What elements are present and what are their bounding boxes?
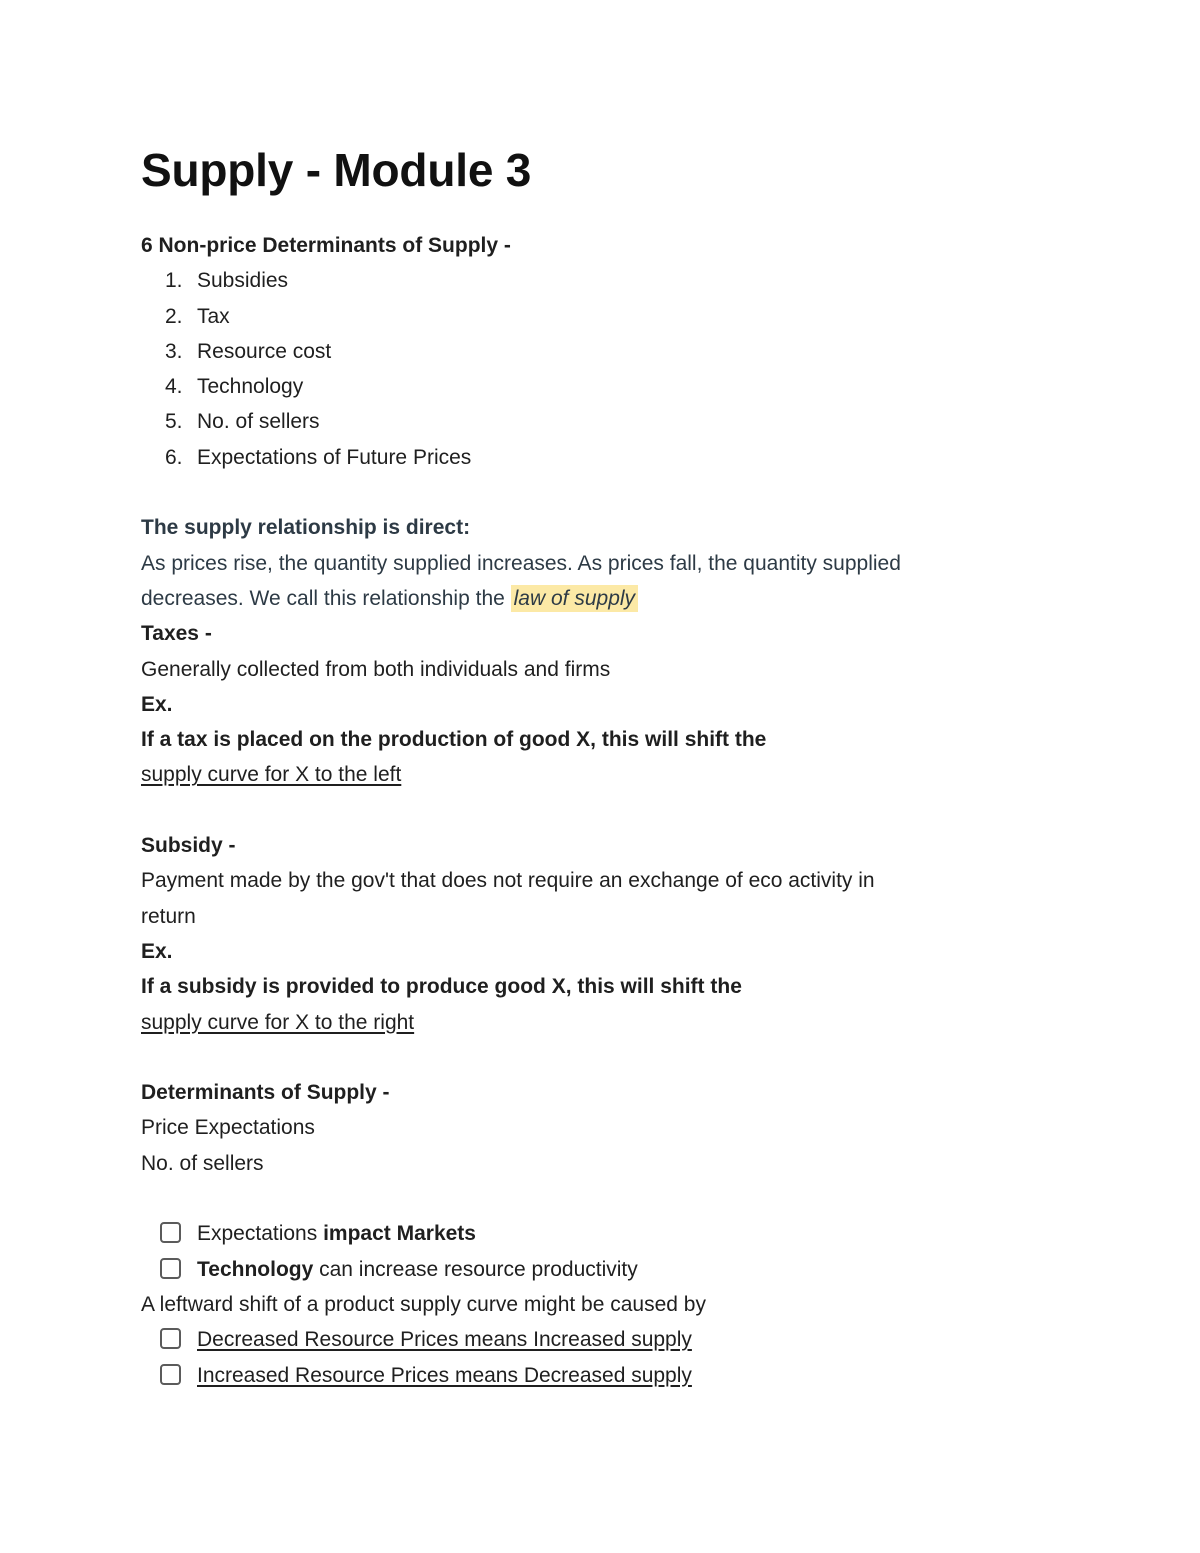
taxes-result: supply curve for X to the left — [141, 763, 402, 787]
subsidy-description-line1: Payment made by the gov't that does not require an exchange of eco activity in — [141, 869, 875, 893]
list-number: 1. — [165, 269, 183, 293]
todo-text-bold: impact Markets — [323, 1222, 476, 1246]
taxes-result-line — [141, 757, 1041, 792]
todo-text-bold: Technology — [197, 1257, 314, 1281]
list-item — [141, 369, 1041, 404]
spacer — [141, 475, 1041, 510]
list-item-text: Technology — [197, 375, 304, 399]
todo-text: Increased Resource Prices means Decreased supply — [197, 1363, 692, 1387]
list-item — [141, 440, 1041, 475]
list-item — [141, 299, 1041, 334]
spacer — [141, 1181, 1041, 1216]
list-item-text: Resource cost — [197, 339, 332, 363]
list-item-text: Tax — [197, 304, 230, 328]
todo-item — [141, 1358, 1041, 1393]
subsidy-example: If a subsidy is provided to produce good X, this will shift the — [141, 975, 742, 999]
checkbox[interactable] — [160, 1258, 181, 1279]
checkbox[interactable] — [160, 1364, 181, 1385]
list-number: 3. — [165, 339, 183, 363]
list-number: 2. — [165, 304, 183, 328]
todo-item — [141, 1322, 1041, 1357]
list-item — [141, 334, 1041, 369]
page-title: Supply - Module 3 — [141, 144, 532, 196]
relationship-text: decreases. We call this relationship the — [141, 586, 511, 610]
todo-item — [141, 1252, 1041, 1287]
determinants-of-supply-heading: Determinants of Supply - — [141, 1081, 390, 1105]
list-item-text: No. of sellers — [197, 410, 320, 434]
todo-text-plain: Expectations — [197, 1222, 324, 1246]
list-number: 6. — [165, 445, 183, 469]
relationship-text-line2 — [141, 581, 1041, 616]
todo-item — [141, 1216, 1041, 1251]
subsidy-result-line — [141, 1005, 1041, 1040]
relationship-heading: The supply relationship is direct: — [141, 516, 471, 540]
todo-text-plain: can increase resource productivity — [313, 1257, 638, 1281]
checkbox[interactable] — [160, 1222, 181, 1243]
list-item-text: Subsidies — [197, 269, 289, 293]
list-number: 5. — [165, 410, 183, 434]
todo-text: Decreased Resource Prices means Increased supply — [197, 1328, 692, 1352]
list-number: 4. — [165, 375, 183, 399]
determinant-item: No. of sellers — [141, 1151, 264, 1175]
subsidy-heading: Subsidy - — [141, 834, 236, 858]
spacer — [141, 793, 1041, 828]
subsidy-result: supply curve for X to the right — [141, 1010, 415, 1034]
checkbox[interactable] — [160, 1328, 181, 1349]
taxes-ex-label: Ex. — [141, 692, 173, 716]
subsidy-description-line2: return — [141, 904, 196, 928]
taxes-example: If a tax is placed on the production of good X, this will shift the — [141, 728, 767, 752]
spacer — [141, 1040, 1041, 1075]
taxes-description: Generally collected from both individuals and firms — [141, 657, 611, 681]
relationship-text-line1: As prices rise, the quantity supplied increases. As prices fall, the quantity supplied — [141, 551, 901, 575]
leftward-shift-question: A leftward shift of a product supply curve might be caused by — [141, 1292, 706, 1316]
determinants-list — [141, 263, 1041, 475]
determinant-item: Price Expectations — [141, 1116, 315, 1140]
law-of-supply-highlight: law of supply — [511, 585, 638, 612]
taxes-heading: Taxes - — [141, 622, 212, 646]
list-item-text: Expectations of Future Prices — [197, 445, 472, 469]
subsidy-ex-label: Ex. — [141, 939, 173, 963]
determinants-heading: 6 Non-price Determinants of Supply - — [141, 234, 511, 257]
list-item — [141, 263, 1041, 298]
document-body — [141, 228, 1041, 1393]
list-item — [141, 404, 1041, 439]
